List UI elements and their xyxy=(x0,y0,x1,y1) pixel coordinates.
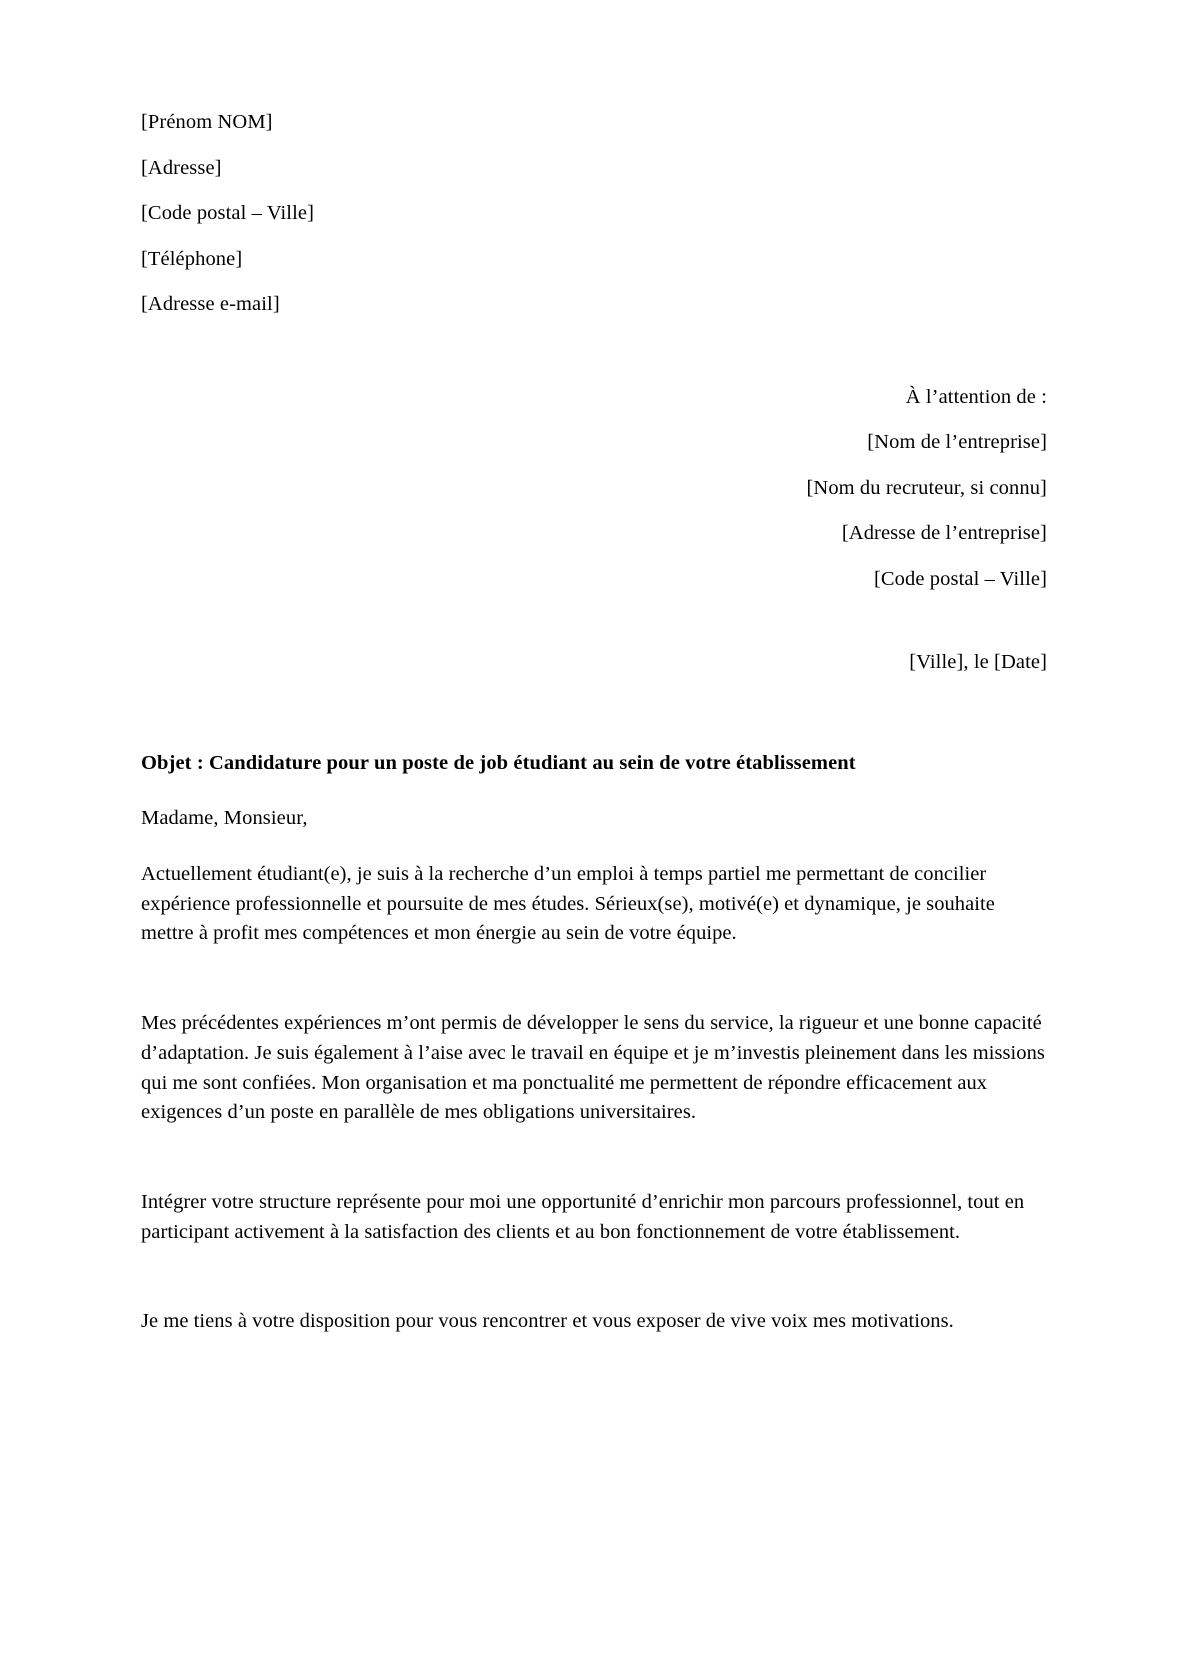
recipient-line-company: [Nom de l’entreprise] xyxy=(867,431,1047,453)
recipient-line-recruiter: [Nom du recruteur, si connu] xyxy=(806,476,1047,499)
body-paragraph-4: Je me tiens à votre disposition pour vous rencontrer et vous exposer de vive voix mes motivations. xyxy=(141,1310,954,1333)
subject-line: Objet : Candidature pour un poste de job étudiant au sein de votre établissement xyxy=(141,752,856,774)
date-line: [Ville], le [Date] xyxy=(909,651,1047,673)
sender-address-block xyxy=(141,112,1047,315)
body-paragraph-1: Actuellement étudiant(e), je suis à la recherche d’un emploi à temps partiel me permettant de concilier expérience professionnelle et poursuite de mes études. Sérieux(se), motivé(e) et dynamique, je souhaite mettre à profit mes compétences et mon énergie au sein de votre équipe. xyxy=(141,863,995,945)
recipient-line-postal-city: [Code postal – Ville] xyxy=(873,567,1047,590)
sender-line-postal-city: [Code postal – Ville] xyxy=(141,202,315,224)
recipient-line-attention: À l’attention de : xyxy=(905,385,1047,408)
recipient-address-block xyxy=(141,387,1047,590)
sender-line-name: [Prénom NOM] xyxy=(141,111,273,133)
sender-line-phone: [Téléphone] xyxy=(141,247,243,270)
letter-body xyxy=(141,112,1047,1337)
recipient-line-company-address: [Adresse de l’entreprise] xyxy=(841,522,1047,544)
sender-line-email: [Adresse e-mail] xyxy=(141,293,280,315)
body-paragraph-2: Mes précédentes expériences m’ont permis de développer le sens du service, la rigueur et une bonne capacité d’adaptation. Je suis également à l’aise avec le travail en équipe et je m’investis pleinement dans les missions qui me sont confiées. Mon organisation et ma ponctualité me permettent de répondre efficacement aux exigences d’un poste en parallèle de mes obligations universitaires. xyxy=(141,1012,1045,1124)
salutation: Madame, Monsieur, xyxy=(141,807,308,829)
sender-line-address: [Adresse] xyxy=(141,156,222,179)
body-paragraph-3: Intégrer votre structure représente pour moi une opportunité d’enrichir mon parcours professionnel, tout en participant activement à la satisfaction des clients et au bon fonctionnement de votre établissement. xyxy=(141,1191,1025,1243)
